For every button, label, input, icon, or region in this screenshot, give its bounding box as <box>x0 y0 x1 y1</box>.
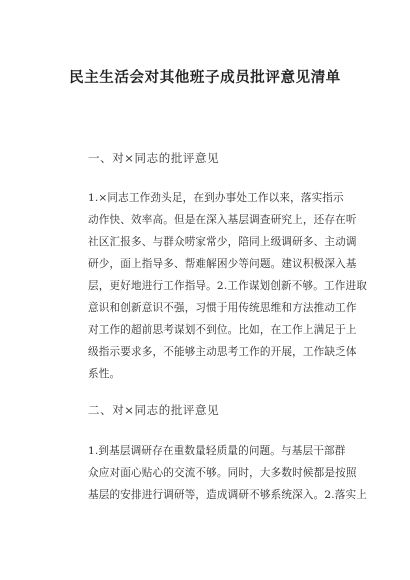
paragraph-line: 1.×同志工作劲头足，在到办事处工作以来，落实指示 <box>88 192 344 204</box>
paragraph-line: 层，更好地进行工作指导。2.工作谋划创新不够。工作进取 <box>88 280 367 292</box>
section-1-paragraph <box>88 187 367 385</box>
document-title: 民主生活会对其他班子成员批评意见清单 <box>69 70 341 86</box>
paragraph-line: 社区汇报多、与群众唠家常少，陪同上级调研多、主动调 <box>88 236 357 248</box>
paragraph-line: 意识和创新意识不强，习惯于用传统思维和方法推动工作 <box>88 302 357 314</box>
paragraph-line: 系性。 <box>88 368 121 380</box>
paragraph-line: 基层的安排进行调研等，造成调研不够系统深入。2.落实上 <box>88 489 367 501</box>
section-heading-1: 一、对×同志的批评意见 <box>88 151 220 165</box>
paragraph-line: 研少，面上指导多、帮难解困少等问题。建议积极深入基 <box>88 258 357 270</box>
paragraph-line: 1.到基层调研存在重数量轻质量的问题。与基层干部群 <box>88 445 346 457</box>
section-heading-2: 二、对×同志的批评意见 <box>88 403 220 417</box>
paragraph-line: 动作快、效率高。但是在深入基层调查研究上，还存在听 <box>88 214 357 226</box>
section-2-paragraph <box>88 440 367 506</box>
paragraph-line: 众应对面心贴心的交流不够。同时，大多数时候都是按照 <box>88 467 357 479</box>
paragraph-line: 级指示要求多，不能够主动思考工作的开展，工作缺乏体 <box>88 346 357 358</box>
paragraph-line: 对工作的超前思考谋划不到位。比如，在工作上满足于上 <box>88 324 357 336</box>
